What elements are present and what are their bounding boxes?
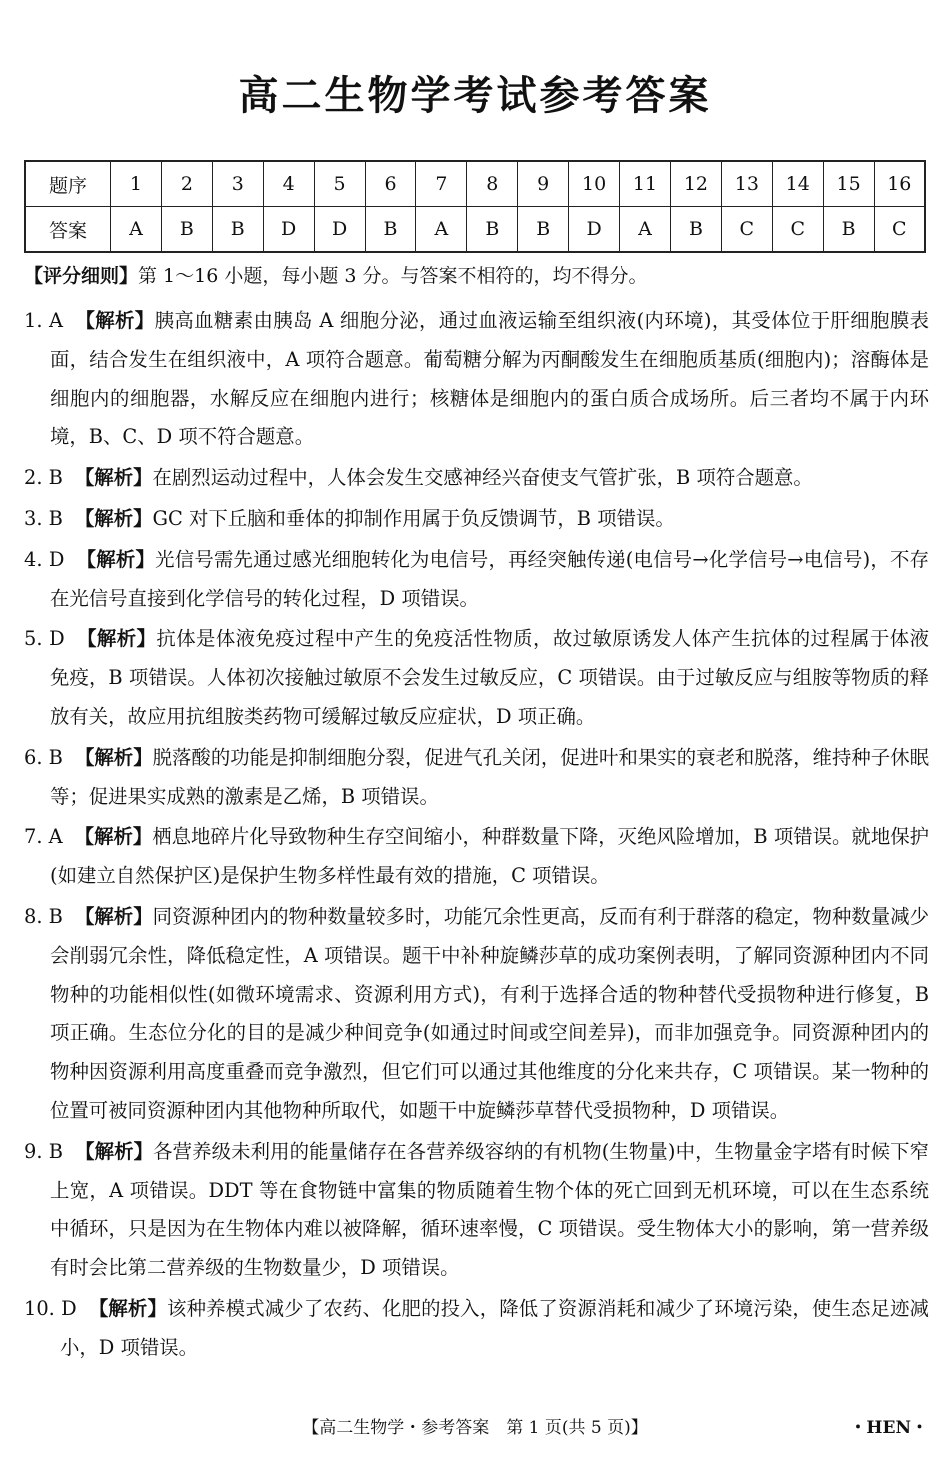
answer-cell: B xyxy=(518,207,569,253)
answer-cell: B xyxy=(161,207,212,253)
scoring-text: 第 1～16 小题，每小题 3 分。与答案不相符的，均不得分。 xyxy=(138,265,648,287)
item-number: 8. B xyxy=(24,904,63,928)
analysis-tag: 【解析】 xyxy=(74,904,153,928)
analysis-tag: 【解析】 xyxy=(76,547,156,571)
item-number: 3. B xyxy=(24,506,63,530)
analysis-tag: 【解析】 xyxy=(75,1139,154,1163)
explanation-item xyxy=(24,739,929,817)
item-number: 10. D xyxy=(24,1296,77,1320)
analysis-tag: 【解析】 xyxy=(75,309,155,332)
question-number-cell: 12 xyxy=(670,161,721,207)
item-number: 5. D xyxy=(24,627,65,651)
analysis-tag: 【解析】 xyxy=(74,466,153,490)
item-text: 各营养级未利用的能量储存在各营养级容纳的有机物(生物量)中，生物量金字塔有时候下窄上宽，A 项错误。DDT 等在食物链中富集的物质随着生物个体的死亡回到无机环境，可以在生态系统中循环，只是因为在生物体内难以被降解，循环速率慢，C 项错误。受生物体大小的影响，第一营养级有时会比第二营养级的生物数量少，D 项错误。 xyxy=(50,1139,929,1280)
question-number-cell: 5 xyxy=(314,161,365,207)
analysis-tag: 【解析】 xyxy=(74,745,153,769)
scoring-rules xyxy=(24,262,929,290)
explanation-item xyxy=(24,541,929,619)
analysis-tag: 【解析】 xyxy=(88,1296,168,1320)
answer-cell: D xyxy=(314,207,365,253)
question-number-cell: 15 xyxy=(823,161,874,207)
item-number: 6. B xyxy=(24,745,63,769)
scoring-label: 【评分细则】 xyxy=(24,265,139,287)
item-text: 该种养模式减少了农药、化肥的投入，降低了资源消耗和减少了环境污染，使生态足迹减小，D 项错误。 xyxy=(60,1296,929,1359)
item-number: 4. D xyxy=(24,547,65,571)
item-text: 同资源种团内的物种数量较多时，功能冗余性更高，反而有利于群落的稳定，物种数量减少会削弱冗余性，降低稳定性，A 项错误。题干中补种旋鳞莎草的成功案例表明，了解同资源种团内不同物种的功能相似性(如微环境需求、资源利用方式)，有利于选择合适的物种替代受损物种进行修复，B 项正确。生态位分化的目的是减少种间竞争(如通过时间或空间差异)，而非加强竞争。同资源种团内的物种因资源利用高度重叠而竞争激烈，但它们可以通过其他维度的分化来共存，C 项错误。某一物种的位置可被同资源种团内其他物种所取代，如题干中旋鳞莎草替代受损物种，D 项错误。 xyxy=(50,904,930,1122)
explanation-item xyxy=(24,1290,929,1368)
answer-cell: C xyxy=(721,207,772,253)
item-text: 光信号需先通过感光细胞转化为电信号，再经突触传递(电信号→化学信号→电信号)，不存在光信号直接到化学信号的转化过程，D 项错误。 xyxy=(50,547,930,610)
question-number-cell: 8 xyxy=(467,161,518,207)
question-number-cell: 9 xyxy=(518,161,569,207)
answer-row xyxy=(25,207,925,253)
item-text: 在剧烈运动过程中，人体会发生交感神经兴奋使支气管扩张，B 项符合题意。 xyxy=(152,466,813,490)
explanation-item xyxy=(24,818,929,896)
item-text: 脱落酸的功能是抑制细胞分裂，促进气孔关闭，促进叶和果实的衰老和脱落，维持种子休眠等；促进果实成熟的激素是乙烯，B 项错误。 xyxy=(50,745,930,808)
explanation-list xyxy=(24,302,929,1370)
answer-cell: B xyxy=(467,207,518,253)
analysis-tag: 【解析】 xyxy=(74,825,153,849)
page-title: 高二生物学考试参考答案 xyxy=(238,73,712,119)
explanation-item xyxy=(24,898,929,1131)
explanation-item xyxy=(24,620,929,736)
explanation-item xyxy=(24,1133,929,1288)
question-number-cell: 14 xyxy=(772,161,823,207)
question-number-cell: 1 xyxy=(111,161,162,207)
answer-cell: C xyxy=(772,207,823,253)
question-number-cell: 13 xyxy=(721,161,772,207)
answer-cell: B xyxy=(670,207,721,253)
explanation-item xyxy=(24,459,929,498)
question-number-cell: 10 xyxy=(569,161,620,207)
answer-cell: A xyxy=(111,207,162,253)
question-number-cell: 2 xyxy=(161,161,212,207)
question-number-cell: 3 xyxy=(212,161,263,207)
question-number-cell: 16 xyxy=(874,161,925,207)
item-text: 抗体是体液免疫过程中产生的免疫活性物质，故过敏原诱发人体产生抗体的过程属于体液免疫，B 项错误。人体初次接触过敏原不会发生过敏反应，C 项错误。由于过敏反应与组胺等物质的释放有关，故应用抗组胺类药物可缓解过敏反应症状，D 项正确。 xyxy=(50,627,930,728)
question-number-cell: 11 xyxy=(620,161,671,207)
question-number-cell: 7 xyxy=(416,161,467,207)
analysis-tag: 【解析】 xyxy=(76,627,157,651)
answer-cell: C xyxy=(874,207,925,253)
answer-cell: A xyxy=(620,207,671,253)
answer-cell: A xyxy=(416,207,467,253)
answer-table xyxy=(24,160,926,253)
row-label-question: 题序 xyxy=(25,161,111,207)
item-number: 2. B xyxy=(24,466,63,490)
row-label-answer: 答案 xyxy=(25,207,111,253)
question-number-cell: 6 xyxy=(365,161,416,207)
analysis-tag: 【解析】 xyxy=(74,506,153,530)
item-text: 胰高血糖素由胰岛 A 细胞分泌，通过血液运输至组织液(内环境)，其受体位于肝细胞膜表面，结合发生在组织液中，A 项符合题意。葡萄糖分解为丙酮酸发生在细胞质基质(细胞内)；溶酶体是细胞内的细胞器，水解反应在细胞内进行；核糖体是细胞内的蛋白质合成场所。后三者均不属于内环境，B、C、D 项不符合题意。 xyxy=(50,309,930,449)
question-number-cell: 4 xyxy=(263,161,314,207)
explanation-item xyxy=(24,500,929,539)
page-footer: 【高二生物学・参考答案 第 1 页(共 5 页)】 xyxy=(302,1418,648,1438)
explanation-item xyxy=(24,302,929,457)
exam-code: ・HEN・ xyxy=(849,1418,928,1438)
item-number: 9. B xyxy=(24,1139,64,1163)
answer-cell: B xyxy=(823,207,874,253)
question-number-row xyxy=(25,161,925,207)
item-number: 1. A xyxy=(24,309,64,332)
item-text: GC 对下丘脑和垂体的抑制作用属于负反馈调节，B 项错误。 xyxy=(152,506,675,530)
answer-cell: D xyxy=(263,207,314,253)
answer-cell: B xyxy=(365,207,416,253)
answer-cell: D xyxy=(569,207,620,253)
answer-cell: B xyxy=(212,207,263,253)
item-number: 7. A xyxy=(24,825,63,849)
item-text: 栖息地碎片化导致物种生存空间缩小，种群数量下降，灭绝风险增加，B 项错误。就地保护(如建立自然保护区)是保护生物多样性最有效的措施，C 项错误。 xyxy=(50,825,929,888)
